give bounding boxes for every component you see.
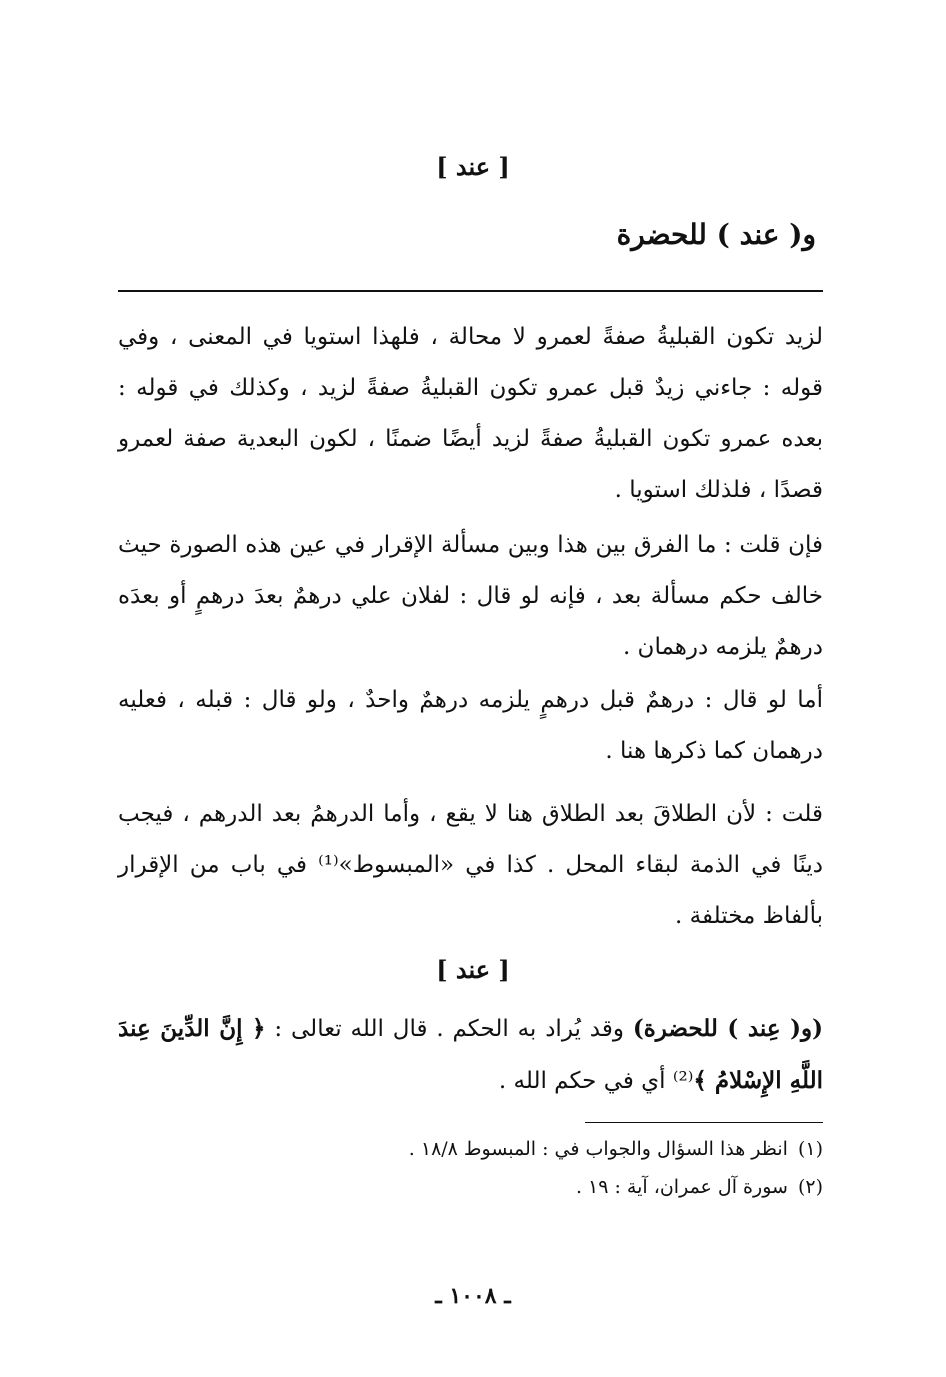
section-heading: [ عند ] (436, 152, 510, 181)
body-paragraph: فإن قلت : ما الفرق بين هذا وبين مسألة الإقرار في عين هذه الصورة حيث خالف حكم مسألة بعد ، فإنه لو قال : لفلان علي درهمٌ بعدَ درهمٍ أو بعدَه درهمٌ يلزمه درهمان . (118, 532, 823, 660)
body-paragraph: أما لو قال : درهمٌ قبل درهمٍ يلزمه درهمٌ واحدٌ ، ولو قال : قبله ، فعليه درهمان كما ذكرها هنا . (118, 687, 823, 764)
paragraph-text: ⁽²⁾ أي في حكم الله . (498, 1068, 694, 1094)
footnote-rule (585, 1122, 823, 1123)
body-paragraph: لزيد تكون القبليةُ صفةً لعمرو لا محالة ، فلهذا استويا في المعنى ، وفي قوله : جاءني زيدٌ قبل عمرو تكون القبليةُ صفةً لزيد ، وكذلك في قوله : بعده عمرو تكون القبليةُ صفةً لزيد أيضًا ضمنًا ، لكون البعدية صفة لعمرو قصدًا ، فلذلك استويا . (118, 324, 823, 503)
footnote-text: انظر هذا السؤال والجواب في : المبسوط ١٨/٨ . (408, 1138, 788, 1160)
footnote-number: (٢) (797, 1176, 823, 1198)
entry-heading: و( عند ) للحضرة (616, 218, 816, 251)
footnote (118, 1138, 823, 1160)
quran-quote: ﴿ إِنَّ الدِّينَ عِندَ اللَّهِ الإِسْلامُ ﴾ (118, 1015, 823, 1094)
body-paragraph (118, 1003, 823, 1107)
footnote (118, 1176, 823, 1198)
footnote-text: سورة آل عمران، آية : ١٩ . (575, 1176, 788, 1198)
entry-lead: (و( عِند ) للحضرة) (632, 1015, 823, 1042)
paragraph-text: وقد يُراد به الحكم . قال الله تعالى : (265, 1016, 633, 1042)
page-number: ـ ١٠٠٨ ـ (435, 1283, 511, 1309)
footnote-number: (١) (797, 1138, 823, 1160)
separator-rule (118, 290, 823, 292)
body-paragraph: قلت : لأن الطلاقَ بعد الطلاق هنا لا يقع ، وأما الدرهمُ بعد الدرهم ، فيجب دينًا في الذمة لبقاء المحل . كذا في «المبسوط»⁽¹⁾ في باب من الإقرار بألفاظ مختلفة . (118, 801, 823, 929)
section-heading: [ عند ] (436, 955, 510, 984)
